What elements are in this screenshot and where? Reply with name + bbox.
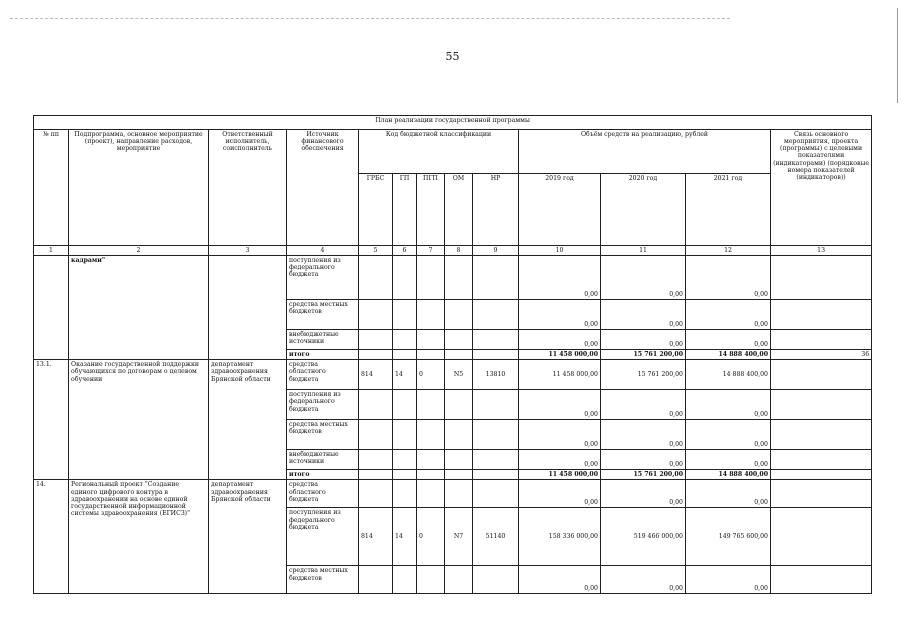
executor-cell: департамент здравоохранения Брянской области <box>209 480 287 594</box>
page-number: 55 <box>445 50 460 63</box>
value-2020: 0,00 <box>601 390 686 420</box>
col-number: 7 <box>417 246 445 256</box>
gp-cell: 14 <box>393 508 417 566</box>
executor-cell <box>209 256 287 360</box>
source-cell: средства местных бюджетов <box>287 300 359 330</box>
table-row <box>34 256 872 300</box>
value-2019: 0,00 <box>519 450 601 470</box>
row-num-cell: 14. <box>34 480 69 594</box>
plan-table <box>33 115 872 594</box>
link-cell: 36 <box>771 350 872 360</box>
value-2021: 0,00 <box>686 450 771 470</box>
value-2021: 0,00 <box>686 256 771 300</box>
value-2019: 11 458 000,00 <box>519 470 601 480</box>
link-cell <box>771 508 872 566</box>
col-number: 8 <box>445 246 473 256</box>
link-cell <box>771 300 872 330</box>
row-num-cell: 13.1. <box>34 360 69 480</box>
value-2020: 15 761 200,00 <box>601 470 686 480</box>
value-2021: 0,00 <box>686 480 771 508</box>
source-cell: итого <box>287 470 359 480</box>
col-number: 13 <box>771 246 872 256</box>
value-2020: 15 761 200,00 <box>601 350 686 360</box>
source-cell: итого <box>287 350 359 360</box>
source-cell: средства областного бюджета <box>287 360 359 390</box>
link-cell <box>771 360 872 390</box>
value-2021: 0,00 <box>686 390 771 420</box>
source-cell: внебюджетные источники <box>287 450 359 470</box>
value-2021: 14 888 400,00 <box>686 350 771 360</box>
value-2019: 0,00 <box>519 566 601 594</box>
value-2021: 0,00 <box>686 420 771 450</box>
value-2021: 0,00 <box>686 300 771 330</box>
value-2020: 0,00 <box>601 300 686 330</box>
om-cell: N5 <box>445 360 473 390</box>
value-2019: 0,00 <box>519 390 601 420</box>
value-2019: 0,00 <box>519 480 601 508</box>
col-number: 11 <box>601 246 686 256</box>
source-cell: средства областного бюджета <box>287 480 359 508</box>
value-2019: 0,00 <box>519 420 601 450</box>
table-row <box>34 360 872 390</box>
col-number: 10 <box>519 246 601 256</box>
value-2019: 158 336 000,00 <box>519 508 601 566</box>
header-executor: Ответственный исполнитель, соисполнитель <box>209 130 287 246</box>
link-cell <box>771 256 872 300</box>
value-2021: 0,00 <box>686 330 771 350</box>
program-cell: Оказание государственной поддержки обучающихся по договорам о целевом обучении <box>69 360 209 480</box>
value-2019: 0,00 <box>519 256 601 300</box>
col-number: 9 <box>473 246 519 256</box>
col-number: 2 <box>69 246 209 256</box>
source-cell: поступления из федерального бюджета <box>287 256 359 300</box>
np-cell: 51140 <box>473 508 519 566</box>
link-cell <box>771 420 872 450</box>
link-cell <box>771 390 872 420</box>
np-cell: 13810 <box>473 360 519 390</box>
link-cell <box>771 330 872 350</box>
grbs-cell: 814 <box>359 360 393 390</box>
value-2020: 0,00 <box>601 330 686 350</box>
value-2019: 0,00 <box>519 330 601 350</box>
om-cell: N7 <box>445 508 473 566</box>
header-om: ОМ <box>445 174 473 246</box>
col-number: 1 <box>34 246 69 256</box>
table-row <box>34 480 872 508</box>
header-budget-code: Код бюджетной классификации <box>359 130 519 174</box>
link-cell <box>771 450 872 470</box>
source-cell: средства местных бюджетов <box>287 420 359 450</box>
col-number: 6 <box>393 246 417 256</box>
header-volume: Объём средств на реализацию, рублей <box>519 130 771 174</box>
source-cell: поступления из федерального бюджета <box>287 508 359 566</box>
value-2020: 519 466 000,00 <box>601 508 686 566</box>
col-number: 12 <box>686 246 771 256</box>
value-2020: 0,00 <box>601 420 686 450</box>
header-pgp: ПГП <box>417 174 445 246</box>
header-2020: 2020 год <box>601 174 686 246</box>
header-num: № пп <box>34 130 69 246</box>
value-2021: 14 888 400,00 <box>686 360 771 390</box>
value-2020: 0,00 <box>601 450 686 470</box>
pgp-cell: 0 <box>417 508 445 566</box>
link-cell <box>771 470 872 480</box>
header-gp: ГП <box>393 174 417 246</box>
executor-cell: департамент здравоохранения Брянской области <box>209 360 287 480</box>
col-number: 3 <box>209 246 287 256</box>
gp-cell: 14 <box>393 360 417 390</box>
source-cell: внебюджетные источники <box>287 330 359 350</box>
header-link: Связь основного мероприятия, проекта (программы) с целевыми показателями (индикаторами) (порядковые номера показателей (индикаторов)) <box>771 130 872 246</box>
plan-table-container <box>33 115 871 609</box>
header-source: Источник финансового обеспечения <box>287 130 359 246</box>
value-2020: 15 761 200,00 <box>601 360 686 390</box>
table-title: План реализации государственной программы <box>34 116 872 130</box>
grbs-cell: 814 <box>359 508 393 566</box>
value-2020: 0,00 <box>601 480 686 508</box>
header-np: НР <box>473 174 519 246</box>
value-2019: 11 458 000,00 <box>519 360 601 390</box>
value-2021: 0,00 <box>686 566 771 594</box>
top-edge-line <box>10 18 730 19</box>
value-2019: 11 458 000,00 <box>519 350 601 360</box>
program-cell: Региональный проект "Создание единого цифрового контура в здравоохранении на основе единой государственной информационной системы здравоохранения (ЕГИСЗ)" <box>69 480 209 594</box>
source-cell: средства местных бюджетов <box>287 566 359 594</box>
pgp-cell: 0 <box>417 360 445 390</box>
header-2021: 2021 год <box>686 174 771 246</box>
program-cell: кадрами" <box>69 256 209 360</box>
source-cell: поступления из федерального бюджета <box>287 390 359 420</box>
link-cell <box>771 566 872 594</box>
link-cell <box>771 480 872 508</box>
header-grbs: ГРБС <box>359 174 393 246</box>
value-2021: 149 765 600,00 <box>686 508 771 566</box>
row-num-cell <box>34 256 69 360</box>
value-2021: 14 888 400,00 <box>686 470 771 480</box>
col-number: 4 <box>287 246 359 256</box>
header-program: Подпрограмма, основное мероприятие (проект), направление расходов, мероприятие <box>69 130 209 246</box>
header-2019: 2019 год <box>519 174 601 246</box>
col-number: 5 <box>359 246 393 256</box>
value-2020: 0,00 <box>601 256 686 300</box>
value-2019: 0,00 <box>519 300 601 330</box>
value-2020: 0,00 <box>601 566 686 594</box>
